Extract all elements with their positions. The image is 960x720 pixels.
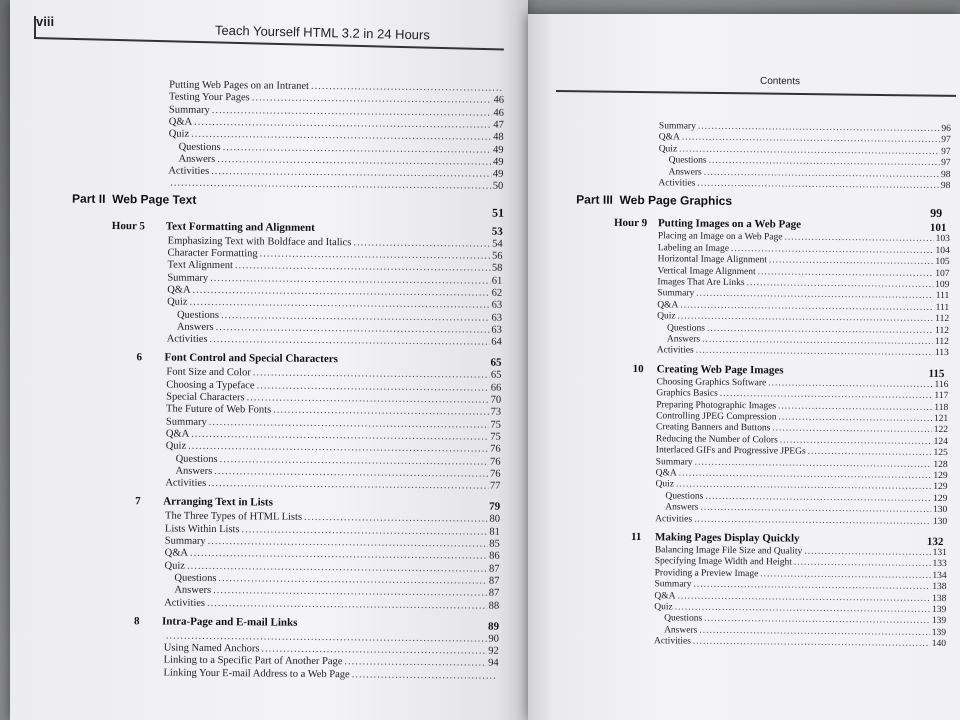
leader-dots: [768, 378, 932, 390]
leader-dots: [804, 547, 930, 558]
leader-dots: [220, 454, 489, 468]
entry-title: Q&A: [165, 428, 190, 440]
entry-page: 46: [493, 94, 505, 107]
leader-dots: [704, 614, 930, 626]
hour-title: Arranging Text in Lists: [163, 495, 273, 509]
entry-page: 130: [932, 505, 948, 516]
leader-dots: [676, 480, 931, 492]
part-heading: [72, 191, 196, 206]
entry-title: Using Named Anchors: [163, 642, 260, 655]
hour-label: 7: [135, 495, 141, 508]
entry-title: Questions: [174, 572, 217, 584]
leader-dots: [769, 256, 934, 268]
entry-page: 48: [493, 131, 504, 143]
leader-dots: [170, 178, 491, 192]
toc-entry: [668, 167, 950, 180]
entry-title: The Future of Web Fonts: [166, 403, 272, 416]
entry-title: Linking to a Specific Part of Another Page: [163, 654, 343, 668]
entry-title: Specifying Image Width and Height: [654, 556, 792, 568]
entry-title: Quiz: [657, 311, 676, 322]
entry-page: 92: [488, 645, 499, 657]
part-heading: [576, 193, 732, 208]
entry-page: 97: [941, 146, 951, 157]
entry-page: 49: [493, 144, 504, 156]
entry-title: Answers: [176, 321, 214, 333]
entry-title: Activities: [656, 345, 694, 356]
entry-title: Answers: [665, 502, 699, 513]
entry-title: Activities: [653, 636, 691, 647]
entry-page: 75: [490, 431, 501, 443]
entry-title: Character Formatting: [167, 247, 258, 260]
hour-page: 79: [489, 501, 501, 514]
entry-page: 81: [489, 526, 500, 538]
leader-dots: [697, 179, 939, 191]
entry-page: 58: [491, 262, 503, 275]
toc-entry: [168, 178, 503, 192]
leader-dots: [208, 478, 488, 492]
entry-page: 138: [932, 593, 947, 604]
entry-title: Summary: [654, 579, 692, 590]
leader-dots: [235, 260, 490, 273]
entry-page: 121: [933, 413, 949, 425]
entry-title: Q&A: [658, 132, 680, 143]
toc-entry: [664, 625, 946, 638]
entry-title: Special Characters: [166, 391, 245, 404]
entry-page: 56: [492, 250, 503, 262]
leader-dots: [794, 558, 931, 569]
entry-page: 130: [932, 516, 948, 527]
leader-dots: [214, 466, 488, 480]
entry-title: Questions: [668, 155, 707, 166]
part-label: Part II: [72, 191, 106, 206]
hour-page: 53: [491, 225, 503, 238]
entry-title: Testing Your Pages: [169, 91, 250, 104]
entry-title: Creating Banners and Buttons: [655, 422, 771, 434]
entry-title: Summary: [655, 456, 693, 468]
entry-title: Controlling JPEG Compression: [656, 411, 777, 423]
part-title: Web Page Text: [112, 191, 197, 207]
entry-title: Vertical Image Alignment: [657, 265, 756, 277]
leader-dots: [677, 591, 930, 603]
entry-title: Summary: [657, 288, 695, 299]
right-toc: [528, 14, 960, 720]
entry-title: Quiz: [164, 560, 186, 572]
entry-page: 112: [935, 325, 950, 336]
entry-title: Summary: [168, 104, 210, 116]
entry-title: Answers: [175, 465, 213, 477]
entry-page: 47: [493, 119, 504, 131]
leader-dots: [696, 346, 933, 358]
entry-title: Placing an Image on a Web Page: [657, 231, 783, 243]
toc-entry: [664, 614, 946, 627]
entry-title: Q&A: [657, 300, 679, 311]
toc-entry: [165, 478, 500, 492]
entry-page: 87: [488, 587, 500, 599]
entry-page: 96: [941, 123, 951, 135]
leader-dots: [304, 512, 488, 525]
entry-title: Quiz: [165, 440, 187, 452]
entry-page: 98: [940, 180, 951, 192]
leader-dots: [699, 625, 930, 637]
entry-title: Choosing Graphics Software: [656, 377, 767, 389]
leader-dots: [760, 569, 930, 581]
entry-title: Answers: [178, 153, 216, 165]
entry-page: 76: [489, 468, 501, 480]
entry-page: 88: [488, 600, 500, 612]
leader-dots: [208, 536, 488, 550]
leader-dots: [702, 335, 933, 347]
entry-page: 128: [933, 459, 948, 470]
hour-label: 6: [136, 351, 143, 364]
leader-dots: [682, 133, 939, 145]
entry-page: 73: [490, 406, 502, 419]
entry-page: 90: [488, 633, 499, 645]
entry-page: 76: [490, 443, 501, 455]
hour-page: 101: [929, 222, 947, 235]
leader-dots: [221, 310, 490, 324]
leader-dots: [218, 573, 487, 587]
entry-title: Lists Within Lists: [164, 523, 240, 535]
entry-page: 63: [491, 312, 503, 324]
entry-page: 75: [490, 419, 501, 431]
leader-dots: [679, 468, 932, 480]
toc-entry: [665, 503, 947, 516]
entry-title: Summary: [165, 416, 207, 428]
hour-title: Font Control and Special Characters: [164, 351, 338, 366]
entry-title: Quiz: [655, 479, 675, 490]
entry-page: 124: [933, 436, 948, 447]
entry-page: 77: [489, 480, 501, 492]
leader-dots: [242, 524, 488, 537]
leader-dots: [784, 233, 933, 244]
entry-page: 122: [933, 425, 949, 436]
entry-page: 63: [491, 299, 503, 311]
entry-title: Questions: [664, 613, 703, 625]
hour-label: Hour 5: [111, 219, 146, 232]
entry-page: 112: [935, 314, 950, 325]
leader-dots: [210, 334, 490, 348]
entry-page: 85: [489, 538, 500, 550]
entry-page: 63: [491, 324, 502, 336]
entry-page: 98: [940, 169, 951, 180]
toc-entry: [163, 667, 498, 681]
hour-title: Putting Images on a Web Page: [657, 217, 802, 232]
entry-page: 65: [490, 370, 502, 382]
leader-dots: [223, 142, 492, 156]
entry-page: 61: [491, 275, 503, 287]
leader-dots: [780, 435, 932, 446]
entry-title: Quiz: [654, 602, 673, 613]
entry-title: Summary: [658, 121, 696, 132]
leader-dots: [252, 93, 492, 106]
hour-label: 8: [133, 615, 140, 628]
entry-page: 134: [932, 570, 947, 581]
leader-dots: [261, 644, 486, 657]
leader-dots: [720, 389, 933, 401]
part-page: 51: [491, 205, 505, 220]
entry-title: Answers: [666, 334, 701, 345]
entry-page: 139: [931, 616, 947, 627]
leader-dots: [772, 424, 932, 436]
entry-title: Questions: [178, 141, 221, 153]
entry-title: Activities: [168, 165, 210, 178]
entry-page: 97: [941, 158, 951, 169]
left-toc: [10, 0, 528, 720]
contents-heading: Contents: [759, 75, 801, 88]
entry-page: 49: [492, 168, 504, 180]
leader-dots: [273, 405, 488, 418]
leader-dots: [707, 323, 933, 335]
leader-dots: [709, 156, 940, 168]
leader-dots: [311, 81, 502, 94]
leader-dots: [705, 492, 931, 504]
entry-title: Reducing the Number of Colors: [655, 434, 778, 446]
hour-page: 132: [926, 535, 944, 549]
entry-title: Providing a Preview Image: [654, 568, 759, 580]
entry-page: 107: [935, 268, 950, 279]
toc-entry: [658, 178, 950, 191]
entry-page: 111: [935, 291, 950, 302]
toc-entry: [164, 597, 499, 611]
entry-page: 54: [492, 238, 503, 250]
leader-dots: [675, 602, 930, 614]
leader-dots: [207, 597, 487, 611]
entry-title: Horizontal Image Alignment: [657, 254, 767, 266]
entry-title: The Three Types of HTML Lists: [164, 510, 303, 524]
leader-dots: [217, 154, 491, 168]
entry-title: Quiz: [167, 296, 188, 308]
entry-page: 94: [488, 658, 499, 670]
entry-page: 62: [491, 287, 503, 299]
entry-page: 50: [492, 181, 504, 193]
entry-page: 64: [491, 336, 502, 348]
book-title: Teach Yourself HTML 3.2 in 24 Hours: [214, 22, 431, 43]
entry-title: Q&A: [167, 284, 191, 296]
entry-page: 133: [932, 559, 947, 570]
entry-page: 117: [934, 391, 949, 402]
entry-page: 87: [488, 575, 500, 587]
hour-page: 115: [928, 367, 945, 380]
entry-page: 87: [489, 563, 500, 575]
leader-dots: [247, 392, 489, 405]
leader-dots: [680, 300, 933, 312]
entry-page: 109: [935, 279, 950, 291]
entry-page: 116: [934, 379, 949, 390]
entry-title: Labeling an Image: [657, 243, 730, 254]
entry-title: Activities: [655, 513, 693, 525]
leader-dots: [698, 122, 940, 134]
entry-page: 80: [489, 514, 501, 526]
leader-dots: [260, 248, 490, 261]
leader-dots: [352, 669, 497, 681]
hour-title: Intra-Page and E-mail Links: [161, 615, 298, 629]
leader-dots: [731, 244, 934, 256]
hour-title: Text Formatting and Alignment: [165, 220, 315, 234]
entry-title: Choosing a Typeface: [166, 379, 255, 392]
entry-title: Questions: [665, 491, 704, 502]
entry-title: Q&A: [168, 116, 193, 128]
entry-title: Interlaced GIFs and Progressive JPEGs: [655, 445, 806, 457]
entry-page: 139: [931, 627, 947, 638]
entry-title: Questions: [176, 309, 220, 321]
entry-title: Q&A: [655, 468, 677, 479]
entry-title: Summary: [164, 535, 206, 547]
toc-entry: [167, 334, 502, 348]
entry-title: Activities: [165, 477, 207, 489]
entry-title: Activities: [166, 333, 208, 346]
entry-page: 129: [933, 493, 948, 504]
entry-title: Balancing Image File Size and Quality: [654, 545, 803, 557]
leader-dots: [778, 401, 932, 412]
leader-dots: [679, 144, 939, 156]
leader-dots: [353, 237, 490, 249]
leader-dots: [704, 167, 939, 179]
entry-page: 113: [934, 348, 949, 359]
leader-dots: [694, 514, 931, 526]
entry-title: Putting Web Pages on an Intranet: [169, 79, 310, 92]
entry-title: Answers: [174, 584, 212, 597]
entry-page: 131: [932, 547, 947, 559]
entry-page: 66: [490, 382, 502, 394]
entry-title: Text Alignment: [167, 259, 233, 272]
entry-page: 46: [493, 107, 504, 119]
leader-dots: [344, 657, 486, 669]
hour-label: Hour 9: [613, 217, 648, 230]
part-page: 99: [930, 206, 943, 221]
entry-title: Quiz: [658, 144, 678, 155]
entry-page: 129: [933, 482, 948, 493]
entry-title: Linking Your E-mail Address to a Web Page: [163, 667, 350, 680]
entry-title: Summary: [167, 272, 209, 284]
leader-dots: [253, 368, 489, 381]
leader-dots: [693, 637, 930, 649]
entry-page: 86: [489, 550, 500, 563]
entry-page: 104: [935, 245, 950, 256]
leader-dots: [257, 380, 489, 393]
entry-title: Graphics Basics: [656, 388, 718, 400]
leader-dots: [210, 273, 490, 287]
leader-dots: [696, 289, 934, 301]
leader-dots: [778, 412, 931, 423]
entry-title: Quiz: [168, 128, 190, 140]
entry-title: Emphasizing Text with Boldface and Italics: [167, 235, 352, 248]
part-title: Web Page Graphics: [619, 193, 733, 209]
leader-dots: [213, 585, 487, 599]
toc-entry: [667, 334, 949, 347]
hour-title: Making Pages Display Quickly: [654, 531, 800, 545]
leader-dots: [700, 503, 931, 515]
leader-dots: [808, 447, 932, 458]
entry-page: 118: [934, 402, 949, 413]
entry-title: Font Size and Color: [166, 366, 251, 379]
entry-page: 105: [935, 257, 950, 268]
hour-title: Creating Web Page Images: [656, 363, 784, 377]
entry-page: 103: [935, 234, 950, 245]
hour-label: 10: [632, 362, 644, 375]
entry-page: 76: [490, 456, 501, 468]
leader-dots: [216, 322, 490, 336]
leader-dots: [209, 417, 489, 431]
leader-dots: [695, 457, 932, 469]
entry-page: 125: [933, 448, 948, 459]
toc-entry: [655, 514, 947, 527]
leader-dots: [211, 166, 491, 180]
entry-title: Q&A: [654, 590, 676, 602]
toc-entry: [667, 323, 949, 336]
leader-dots: [212, 105, 492, 119]
entry-page: 140: [931, 639, 947, 650]
entry-page: 139: [932, 604, 947, 616]
leader-dots: [758, 267, 934, 279]
entry-title: Activities: [658, 178, 696, 189]
left-page: [10, 0, 528, 720]
entry-page: 49: [492, 156, 504, 168]
entry-title: Activities: [164, 597, 206, 609]
part-label: Part III: [576, 192, 613, 208]
entry-title: Answers: [668, 166, 702, 178]
entry-title: Preparing Photographic Images: [656, 399, 777, 411]
entry-page: 112: [934, 336, 949, 348]
entry-page: 138: [932, 582, 947, 593]
entry-page: 111: [935, 302, 950, 313]
entry-title: Questions: [666, 322, 706, 334]
toc-entry: [657, 346, 949, 359]
entry-title: Questions: [175, 453, 218, 465]
entry-title: Q&A: [164, 547, 189, 560]
leader-dots: [678, 312, 934, 324]
toc-entry: [669, 156, 951, 169]
page-number: viii: [36, 14, 55, 29]
right-page: [528, 14, 960, 720]
entry-page: 70: [490, 394, 502, 406]
hour-page: 89: [487, 620, 500, 633]
hour-page: 65: [490, 357, 502, 370]
leader-dots: [747, 278, 934, 290]
entry-title: Images That Are Links: [657, 277, 745, 289]
hour-label: 11: [630, 531, 642, 544]
entry-page: 97: [941, 135, 951, 146]
entry-title: Answers: [664, 625, 698, 636]
leader-dots: [693, 580, 930, 592]
entry-page: 129: [933, 470, 948, 482]
toc-entry: [654, 636, 946, 649]
